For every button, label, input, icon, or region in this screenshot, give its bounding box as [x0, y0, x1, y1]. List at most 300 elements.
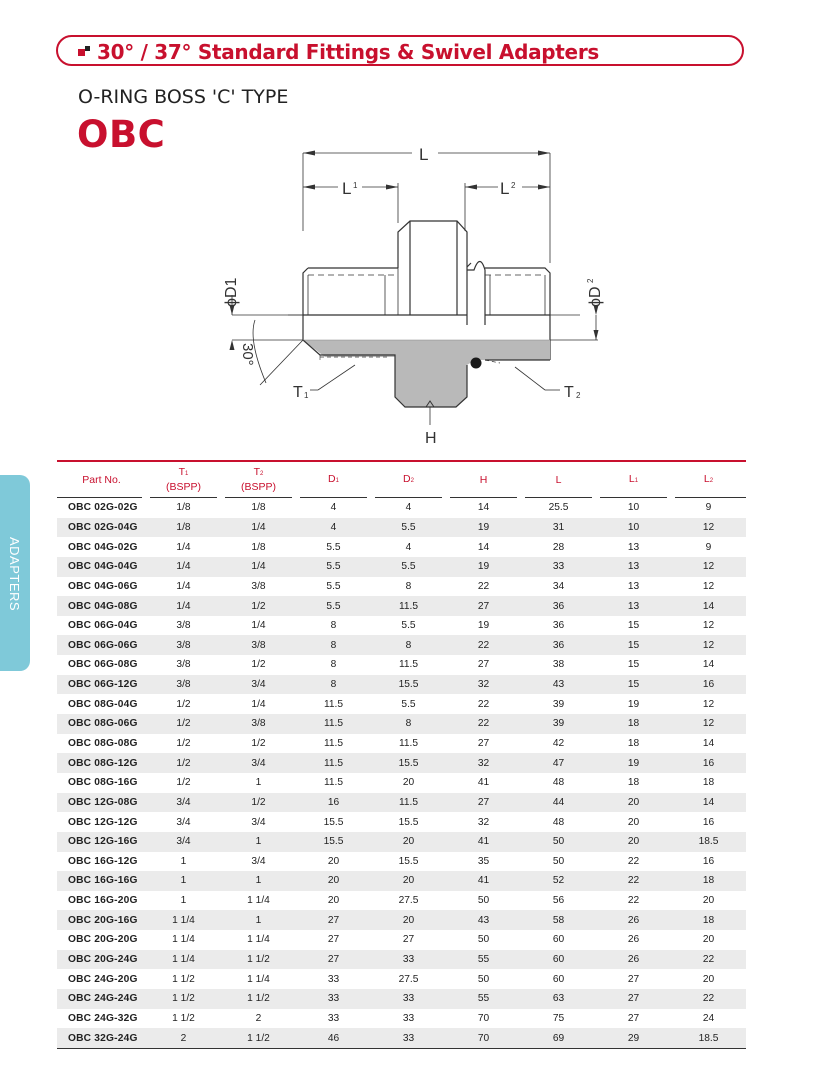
table-cell: 11.5 — [398, 738, 419, 749]
table-cell: 15.5 — [323, 816, 344, 828]
table-cell: 50 — [477, 973, 490, 985]
table-cell: 11.5 — [371, 596, 446, 616]
table-cell: 3/4 — [221, 753, 296, 773]
table-cell: 18 — [627, 777, 640, 789]
part-number-cell: OBC 02G-02G — [68, 502, 138, 514]
table-cell: 27 — [296, 910, 371, 930]
part-number-cell: OBC 24G-32G — [68, 1012, 138, 1024]
table-cell: 1/2 — [146, 753, 221, 773]
table-cell: 33 — [521, 557, 596, 577]
part-number-cell: OBC 32G-24G — [57, 1028, 146, 1048]
section-title: 30° / 37° Standard Fittings & Swivel Adapters — [97, 40, 599, 64]
column-header: L — [521, 461, 596, 498]
table-cell: 3/8 — [146, 675, 221, 695]
table-cell: 27 — [296, 950, 371, 970]
table-cell: 47 — [521, 753, 596, 773]
table-cell: 27.5 — [398, 973, 419, 985]
table-cell: 18.5 — [671, 1028, 746, 1048]
table-row — [57, 812, 746, 832]
table-cell: 36 — [552, 620, 565, 632]
table-cell: 20 — [596, 793, 671, 813]
table-cell: 12 — [671, 557, 746, 577]
part-number-cell: OBC 12G-16G — [57, 832, 146, 852]
table-cell: 12 — [702, 620, 715, 632]
table-cell: 50 — [477, 895, 490, 907]
product-type: O-RING BOSS 'C' TYPE — [78, 86, 289, 108]
part-number-cell: OBC 06G-06G — [57, 635, 146, 655]
column-header: L1 — [596, 461, 671, 498]
table-cell: 15.5 — [398, 855, 419, 867]
part-number-cell: OBC 04G-02G — [68, 541, 138, 553]
svg-text:2: 2 — [511, 181, 516, 190]
table-cell: 14 — [477, 541, 490, 553]
table-cell: 32 — [477, 816, 490, 828]
table-row — [57, 950, 746, 970]
table-cell: 8 — [371, 714, 446, 734]
table-cell: 11.5 — [296, 753, 371, 773]
table-cell: 3/8 — [221, 714, 296, 734]
part-number-cell: OBC 20G-16G — [57, 910, 146, 930]
table-cell: 28 — [552, 541, 565, 553]
table-cell: 3/4 — [251, 816, 266, 828]
table-cell: 11.5 — [371, 793, 446, 813]
table-cell: 1 1/4 — [146, 910, 221, 930]
table-cell: 13 — [596, 557, 671, 577]
table-cell: 5.5 — [296, 596, 371, 616]
table-cell: 1/4 — [176, 580, 191, 592]
table-row — [57, 930, 746, 950]
table-cell: 1/2 — [251, 738, 266, 749]
table-cell: 14 — [671, 596, 746, 616]
svg-text:1: 1 — [304, 391, 309, 400]
table-cell: 19 — [446, 518, 521, 538]
table-cell: 4 — [405, 541, 412, 553]
table-cell: 12 — [702, 698, 715, 710]
table-cell: 1 — [221, 871, 296, 891]
table-row — [57, 734, 746, 754]
table-cell: 3/4 — [176, 816, 191, 828]
table-cell: 1/8 — [251, 541, 266, 553]
dim-L: L — [419, 145, 429, 164]
table-cell: 15 — [596, 675, 671, 695]
table-cell: 13 — [627, 580, 640, 592]
table-cell: 33 — [371, 989, 446, 1009]
column-header: T2 (BSPP) — [221, 461, 296, 498]
table-cell: 31 — [521, 518, 596, 538]
table-cell: 20 — [327, 895, 340, 907]
column-header: Part No. — [57, 461, 146, 498]
column-header: D1 — [296, 461, 371, 498]
table-cell: 27 — [627, 1012, 640, 1024]
table-cell: 22 — [477, 698, 490, 710]
part-number-cell: OBC 04G-08G — [57, 596, 146, 616]
table-row — [57, 557, 746, 577]
table-cell: 1/4 — [146, 596, 221, 616]
table-cell: 27.5 — [398, 895, 419, 907]
table-cell: 19 — [627, 698, 640, 710]
table-row — [57, 891, 746, 911]
table-cell: 27 — [627, 973, 640, 985]
table-cell: 16 — [671, 753, 746, 773]
table-cell: 16 — [702, 855, 715, 867]
table-cell: 22 — [671, 950, 746, 970]
table-cell: 1/8 — [251, 502, 266, 514]
label-T2: T — [564, 384, 574, 401]
table-cell: 1/2 — [251, 659, 266, 671]
squares-icon — [78, 46, 90, 56]
table-cell: 1/2 — [221, 596, 296, 616]
table-cell: 8 — [405, 580, 412, 592]
table-cell: 16 — [702, 816, 715, 828]
table-cell: 15.5 — [398, 816, 419, 828]
table-cell: 20 — [702, 895, 715, 907]
table-cell: 8 — [330, 659, 337, 671]
table-cell: 19 — [477, 620, 490, 632]
table-row — [57, 1009, 746, 1029]
table-cell: 56 — [552, 895, 565, 907]
table-cell: 36 — [521, 635, 596, 655]
table-cell: 27 — [446, 793, 521, 813]
part-number-cell: OBC 08G-04G — [68, 698, 138, 710]
table-cell: 26 — [627, 934, 640, 946]
table-row — [57, 1028, 746, 1048]
table-row — [57, 596, 746, 616]
table-row — [57, 871, 746, 891]
table-cell: 1/4 — [221, 518, 296, 538]
fitting-drawing — [200, 135, 630, 455]
angle-label: 30° — [239, 343, 256, 366]
table-cell: 5.5 — [326, 580, 341, 592]
table-row — [57, 773, 746, 793]
table-cell: 33 — [371, 1028, 446, 1048]
table-cell: 50 — [477, 934, 490, 946]
table-row — [57, 714, 746, 734]
table-cell: 3/4 — [146, 832, 221, 852]
table-cell: 8 — [330, 620, 337, 632]
table-cell: 27 — [327, 934, 340, 946]
table-cell: 33 — [402, 1012, 415, 1024]
table-cell: 1 1/4 — [146, 950, 221, 970]
table-cell: 60 — [552, 934, 565, 946]
table-cell: 1 1/4 — [172, 934, 195, 946]
table-cell: 1/8 — [176, 502, 191, 514]
table-row — [57, 635, 746, 655]
table-cell: 33 — [296, 989, 371, 1009]
table-cell: 14 — [477, 502, 490, 514]
table-cell: 1/4 — [176, 541, 191, 553]
table-cell: 16 — [671, 675, 746, 695]
table-cell: 13 — [627, 541, 640, 553]
table-cell: 41 — [446, 832, 521, 852]
table-cell: 11.5 — [323, 777, 344, 789]
table-row — [57, 969, 746, 989]
table-cell: 27 — [446, 596, 521, 616]
table-cell: 1 — [255, 777, 262, 789]
table-cell: 20 — [371, 910, 446, 930]
table-cell: 35 — [477, 855, 490, 867]
table-cell: 27 — [596, 989, 671, 1009]
table-cell: 3/4 — [251, 855, 266, 867]
table-cell: 43 — [446, 910, 521, 930]
table-cell: 50 — [521, 832, 596, 852]
table-cell: 55 — [446, 989, 521, 1009]
table-cell: 3/8 — [146, 635, 221, 655]
table-cell: 5.5 — [371, 518, 446, 538]
table-cell: 15.5 — [371, 753, 446, 773]
part-number-cell: OBC 06G-12G — [57, 675, 146, 695]
table-cell: 3/8 — [251, 580, 266, 592]
svg-text:2: 2 — [576, 391, 581, 400]
svg-text:1: 1 — [353, 181, 358, 190]
table-cell: 10 — [596, 518, 671, 538]
table-cell: 60 — [521, 950, 596, 970]
table-cell: 5.5 — [401, 698, 416, 710]
table-cell: 52 — [521, 871, 596, 891]
table-cell: 15 — [627, 659, 640, 671]
table-cell: 34 — [552, 580, 565, 592]
table-cell: 20 — [596, 832, 671, 852]
table-cell: 1 1/2 — [172, 973, 195, 985]
part-number-cell: OBC 20G-24G — [57, 950, 146, 970]
table-cell: 15 — [627, 620, 640, 632]
column-header: D2 — [371, 461, 446, 498]
table-cell: 1/2 — [146, 714, 221, 734]
table-cell: 20 — [296, 871, 371, 891]
table-row — [57, 989, 746, 1009]
table-cell: 5.5 — [296, 557, 371, 577]
table-cell: 27 — [402, 934, 415, 946]
table-cell: 1 1/2 — [172, 1012, 195, 1024]
table-cell: 69 — [521, 1028, 596, 1048]
table-cell: 60 — [552, 973, 565, 985]
table-cell: 1 — [180, 895, 187, 907]
table-cell: 1/4 — [251, 620, 266, 632]
table-cell: 1 1/4 — [247, 934, 270, 946]
table-cell: 70 — [446, 1028, 521, 1048]
table-cell: 4 — [330, 502, 337, 514]
table-cell: 32 — [446, 675, 521, 695]
table-row — [57, 577, 746, 597]
table-row — [57, 498, 746, 518]
table-cell: 39 — [521, 714, 596, 734]
table-cell: 58 — [521, 910, 596, 930]
dim-D2: ϕD — [587, 286, 604, 307]
part-number-cell: OBC 16G-16G — [57, 871, 146, 891]
label-T1: T — [293, 384, 303, 401]
table-cell: 3/8 — [176, 659, 191, 671]
table-cell: 20 — [627, 816, 640, 828]
table-cell: 22 — [446, 714, 521, 734]
table-cell: 18 — [627, 738, 640, 749]
part-number-cell: OBC 16G-12G — [68, 855, 138, 867]
table-cell: 1/2 — [176, 777, 191, 789]
table-cell: 22 — [627, 895, 640, 907]
table-row — [57, 655, 746, 675]
table-cell: 1 1/2 — [146, 989, 221, 1009]
part-number-cell: OBC 04G-04G — [57, 557, 146, 577]
table-cell: 12 — [671, 635, 746, 655]
table-cell: 14 — [671, 793, 746, 813]
table-cell: 9 — [705, 502, 712, 514]
table-cell: 13 — [596, 596, 671, 616]
table-cell: 41 — [446, 871, 521, 891]
table-cell: 50 — [552, 855, 565, 867]
table-cell: 15.5 — [371, 675, 446, 695]
table-cell: 12 — [702, 580, 715, 592]
table-cell: 18 — [671, 871, 746, 891]
table-cell: 1 1/4 — [247, 973, 270, 985]
table-cell: 14 — [702, 659, 715, 671]
table-cell: 48 — [552, 777, 565, 789]
table-cell: 1/4 — [251, 698, 266, 710]
table-cell: 48 — [552, 816, 565, 828]
product-code: OBC — [77, 113, 166, 156]
table-cell: 3/8 — [221, 635, 296, 655]
table-cell: 11.5 — [398, 659, 419, 671]
dim-L2: L — [500, 179, 510, 198]
dim-L1: L — [342, 179, 352, 198]
table-cell: 55 — [446, 950, 521, 970]
table-cell: 27 — [477, 659, 490, 671]
table-cell: 1/2 — [176, 698, 191, 710]
part-number-cell: OBC 04G-06G — [68, 580, 138, 592]
table-cell: 11.5 — [296, 714, 371, 734]
part-number-cell: OBC 06G-08G — [68, 659, 138, 671]
part-number-cell: OBC 24G-24G — [57, 989, 146, 1009]
table-cell: 46 — [296, 1028, 371, 1048]
table-cell: 15.5 — [296, 832, 371, 852]
column-header: L2 — [671, 461, 746, 498]
table-cell: 20 — [371, 832, 446, 852]
table-cell: 41 — [477, 777, 490, 789]
table-row — [57, 910, 746, 930]
table-cell: 33 — [327, 1012, 340, 1024]
table-cell: 1 — [221, 832, 296, 852]
table-row — [57, 753, 746, 773]
table-cell: 18.5 — [671, 832, 746, 852]
table-row — [57, 616, 746, 636]
table-cell: 44 — [521, 793, 596, 813]
table-cell: 19 — [596, 753, 671, 773]
side-tab-adapters[interactable] — [0, 475, 30, 671]
table-cell: 8 — [371, 635, 446, 655]
table-cell: 1 — [180, 855, 187, 867]
table-cell: 70 — [477, 1012, 490, 1024]
table-cell: 11.5 — [323, 738, 344, 749]
table-cell: 20 — [702, 973, 715, 985]
table-cell: 42 — [552, 738, 565, 749]
table-row — [57, 518, 746, 538]
svg-text:2: 2 — [586, 278, 595, 283]
column-header: T1 (BSPP) — [146, 461, 221, 498]
table-cell: 33 — [327, 973, 340, 985]
table-cell: 29 — [596, 1028, 671, 1048]
table-cell: 4 — [296, 518, 371, 538]
table-row — [57, 852, 746, 872]
table-cell: 20 — [327, 855, 340, 867]
table-cell: 20 — [402, 777, 415, 789]
table-cell: 22 — [627, 855, 640, 867]
part-number-cell: OBC 12G-12G — [68, 816, 138, 828]
table-cell: 8 — [296, 675, 371, 695]
part-number-cell: OBC 20G-20G — [68, 934, 138, 946]
table-cell: 20 — [702, 934, 715, 946]
dimensions-table — [57, 460, 746, 1049]
table-cell: 16 — [296, 793, 371, 813]
table-cell: 18 — [671, 910, 746, 930]
table-cell: 18 — [702, 777, 715, 789]
table-body — [57, 498, 746, 1048]
table-cell: 39 — [552, 698, 565, 710]
table-cell: 75 — [552, 1012, 565, 1024]
part-number-cell: OBC 08G-16G — [68, 777, 138, 789]
table-cell: 5.5 — [326, 541, 341, 553]
table-cell: 3/4 — [146, 793, 221, 813]
table-row — [57, 675, 746, 695]
side-tab-label: ADAPTERS — [7, 537, 22, 612]
table-cell: 1 — [146, 871, 221, 891]
table-cell: 1 1/4 — [247, 895, 270, 907]
table-cell: 43 — [521, 675, 596, 695]
label-H: H — [425, 430, 437, 447]
table-cell: 1 1/2 — [221, 989, 296, 1009]
table-cell: 20 — [371, 871, 446, 891]
table-row — [57, 793, 746, 813]
table-cell: 22 — [596, 871, 671, 891]
table-cell: 18 — [596, 714, 671, 734]
table-cell: 4 — [405, 502, 412, 514]
table-cell: 5.5 — [371, 557, 446, 577]
table-cell: 9 — [705, 541, 712, 553]
table-cell: 3/8 — [176, 620, 191, 632]
table-cell: 1/4 — [146, 557, 221, 577]
table-cell: 1/2 — [176, 738, 191, 749]
table-cell: 10 — [627, 502, 640, 514]
table-cell: 36 — [521, 596, 596, 616]
table-cell: 2 — [146, 1028, 221, 1048]
table-cell: 32 — [446, 753, 521, 773]
part-number-cell: OBC 08G-12G — [57, 753, 146, 773]
column-header: H — [446, 461, 521, 498]
table-cell: 15 — [596, 635, 671, 655]
table-cell: 14 — [702, 738, 715, 749]
table-cell: 25.5 — [548, 502, 569, 514]
part-number-cell: OBC 12G-08G — [57, 793, 146, 813]
table-cell: 1 1/2 — [221, 950, 296, 970]
table-cell: 5.5 — [401, 620, 416, 632]
table-cell: 1 1/2 — [221, 1028, 296, 1048]
table-cell: 22 — [671, 989, 746, 1009]
table-cell: 27 — [477, 738, 490, 749]
table-cell: 26 — [596, 950, 671, 970]
table-cell: 19 — [446, 557, 521, 577]
table-cell: 63 — [521, 989, 596, 1009]
part-number-cell: OBC 16G-20G — [68, 895, 138, 907]
table-cell: 11.5 — [323, 698, 344, 710]
table-cell: 12 — [671, 518, 746, 538]
part-number-cell: OBC 08G-06G — [57, 714, 146, 734]
table-cell: 38 — [552, 659, 565, 671]
table-cell: 22 — [477, 580, 490, 592]
part-number-cell: OBC 06G-04G — [68, 620, 138, 632]
table-cell: 1/2 — [221, 793, 296, 813]
table-cell: 1 — [221, 910, 296, 930]
part-number-cell: OBC 08G-08G — [68, 738, 138, 749]
table-cell: 1/4 — [221, 557, 296, 577]
section-header — [56, 35, 744, 66]
table-header — [57, 461, 746, 498]
table-row — [57, 832, 746, 852]
